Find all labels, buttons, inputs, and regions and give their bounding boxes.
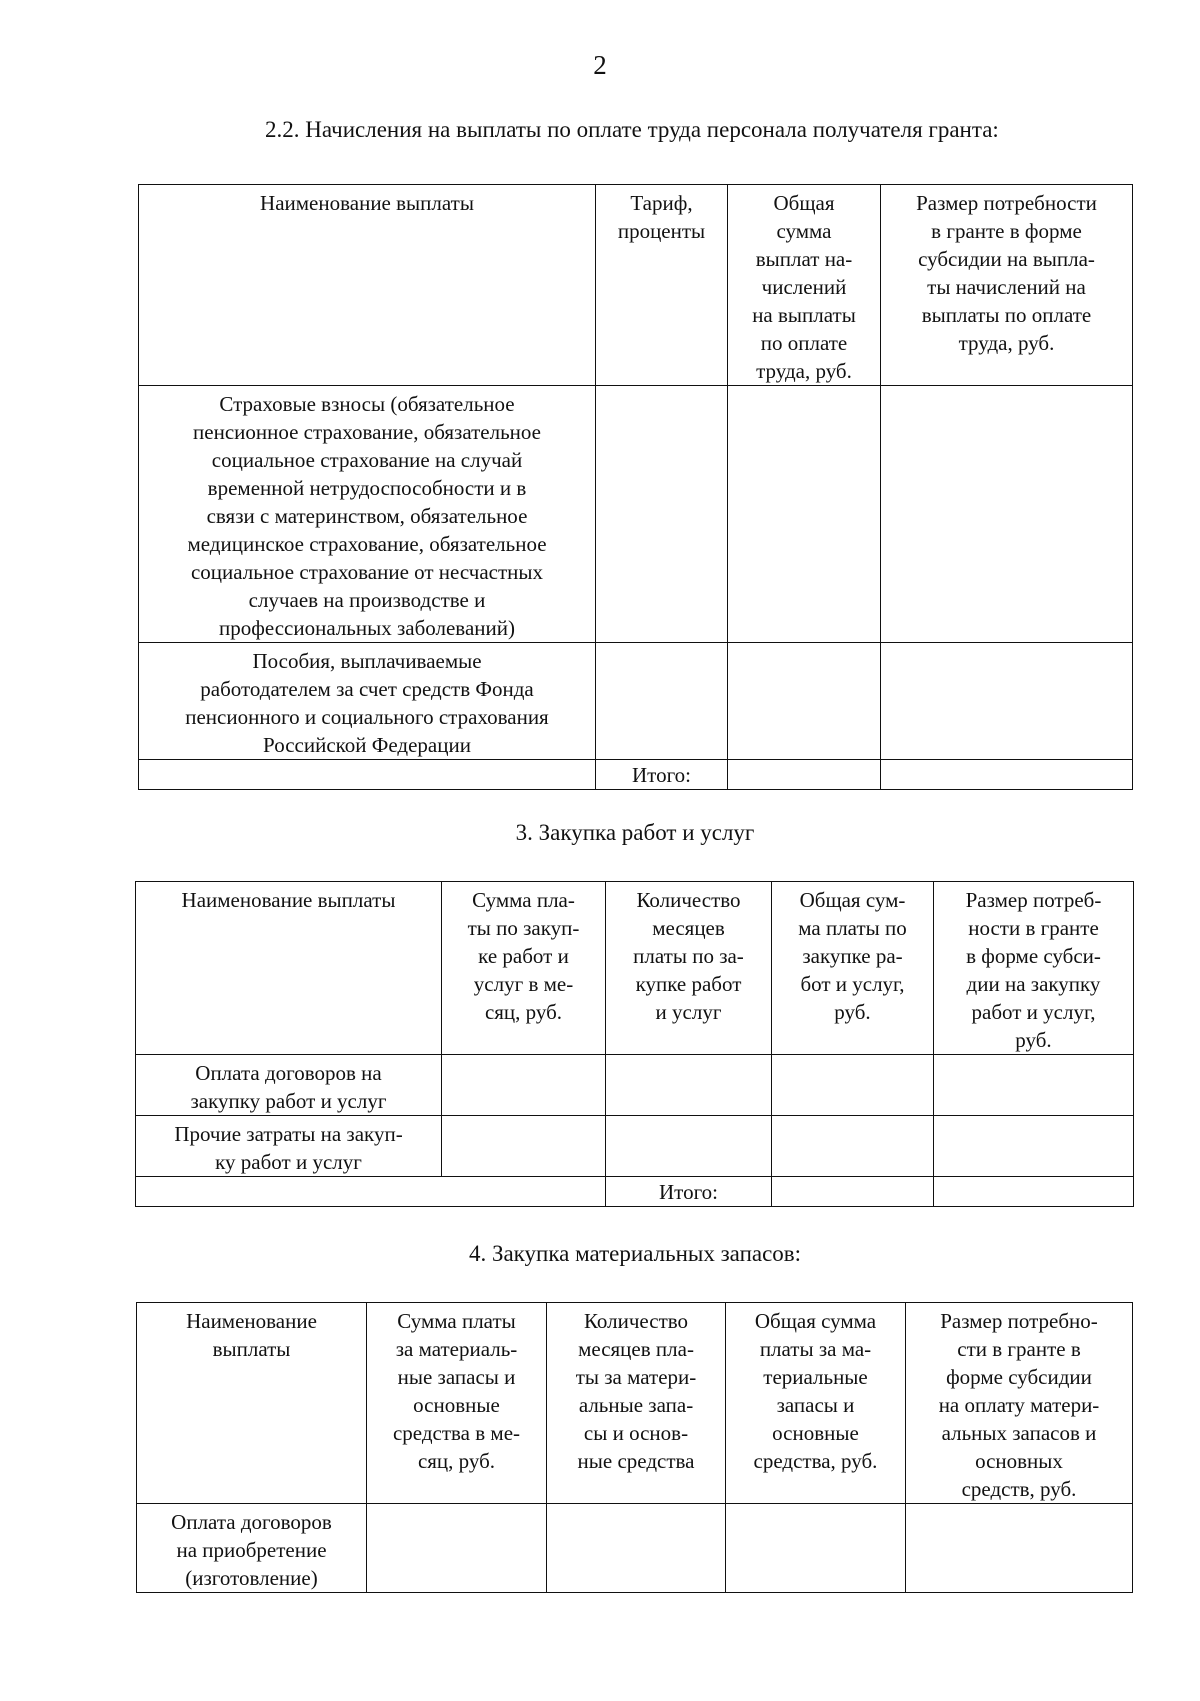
table-cell-empty[interactable] (881, 643, 1133, 760)
header-cell-grant-need: Размер потребности в гранте в форме субсидии на выпла- ты начислений на выплаты по оплате труда, руб. (881, 185, 1133, 386)
header-cell-months-count: Количество месяцев платы по за- купке работ и услуг (606, 882, 772, 1055)
header-cell-grant-need: Размер потреб- ности в гранте в форме субси- дии на закупку работ и услуг, руб. (934, 882, 1134, 1055)
header-cell-name: Наименование выплаты (137, 1303, 367, 1504)
table-cell-empty[interactable] (547, 1504, 726, 1593)
header-cell-grant-need: Размер потребно- сти в гранте в форме субсидии на оплату матери- альных запасов и основных средств, руб. (906, 1303, 1133, 1504)
table-header-row (139, 185, 1133, 386)
total-row (136, 1177, 1134, 1207)
table-cell-empty[interactable] (881, 386, 1133, 643)
row-name-cell: Пособия, выплачиваемые работодателем за счет средств Фонда пенсионного и социального страхования Российской Федерации (139, 643, 596, 760)
page-number: 2 (593, 50, 607, 80)
section-3-heading: 3. Закупка работ и услуг (515, 820, 755, 845)
table-cell-empty[interactable] (772, 1116, 934, 1177)
table-cell-empty[interactable] (934, 1116, 1134, 1177)
total-row (139, 760, 1133, 790)
table-cell-empty (136, 1177, 606, 1207)
total-label: Итого: (606, 1177, 772, 1207)
row-name-cell: Оплата договоров на закупку работ и услуг (136, 1055, 442, 1116)
table-cell-empty[interactable] (728, 386, 881, 643)
header-cell-months-count: Количество месяцев пла- ты за матери- альные запа- сы и основ- ные средства (547, 1303, 726, 1504)
section-4-table (136, 1302, 1133, 1593)
table-cell-empty[interactable] (442, 1055, 606, 1116)
table-cell-empty[interactable] (881, 760, 1133, 790)
table-cell-empty[interactable] (934, 1055, 1134, 1116)
table-header-row (136, 882, 1134, 1055)
row-name-cell: Прочие затраты на закуп- ку работ и услуг (136, 1116, 442, 1177)
table-cell-empty[interactable] (442, 1116, 606, 1177)
table-cell-empty[interactable] (726, 1504, 906, 1593)
table-row (139, 386, 1133, 643)
section-3-table (135, 881, 1134, 1207)
table-header-row (137, 1303, 1133, 1504)
table-cell-empty[interactable] (934, 1177, 1134, 1207)
row-name-cell: Страховые взносы (обязательное пенсионное страхование, обязательное социальное страхование на случай временной нетрудоспособности и в связи с материнством, обязательное медицинское страхование, обязательное социальное страхование от несчастных случаев на производстве и профессиональных заболеваний) (139, 386, 596, 643)
table-cell-empty[interactable] (606, 1116, 772, 1177)
header-cell-tariff: Тариф, проценты (596, 185, 728, 386)
section-4-heading: 4. Закупка материальных запасов: (468, 1241, 802, 1266)
table-row (136, 1055, 1134, 1116)
header-cell-monthly-sum: Сумма пла- ты по закуп- ке работ и услуг в ме- сяц, руб. (442, 882, 606, 1055)
table-row (139, 643, 1133, 760)
table-row (136, 1116, 1134, 1177)
table-cell-empty[interactable] (596, 643, 728, 760)
table-cell-empty[interactable] (728, 760, 881, 790)
section-2-2-heading: 2.2. Начисления на выплаты по оплате труда персонала получателя гранта: (265, 117, 999, 142)
table-cell-empty[interactable] (906, 1504, 1133, 1593)
total-label: Итого: (596, 760, 728, 790)
header-cell-total-sum: Общая сумма выплат на- числений на выплаты по оплате труда, руб. (728, 185, 881, 386)
table-cell-empty[interactable] (596, 386, 728, 643)
header-cell-name: Наименование выплаты (136, 882, 442, 1055)
header-cell-monthly-sum: Сумма платы за материаль- ные запасы и основные средства в ме- сяц, руб. (367, 1303, 547, 1504)
header-cell-total-sum: Общая сум- ма платы по закупке ра- бот и услуг, руб. (772, 882, 934, 1055)
table-cell-empty[interactable] (772, 1055, 934, 1116)
section-2-2-table (138, 184, 1133, 790)
table-cell-empty[interactable] (772, 1177, 934, 1207)
table-row (137, 1504, 1133, 1593)
row-name-cell: Оплата договоров на приобретение (изготовление) (137, 1504, 367, 1593)
table-cell-empty[interactable] (367, 1504, 547, 1593)
header-cell-name: Наименование выплаты (139, 185, 596, 386)
header-cell-total-sum: Общая сумма платы за ма- териальные запасы и основные средства, руб. (726, 1303, 906, 1504)
table-cell-empty[interactable] (728, 643, 881, 760)
table-cell-empty (139, 760, 596, 790)
table-cell-empty[interactable] (606, 1055, 772, 1116)
